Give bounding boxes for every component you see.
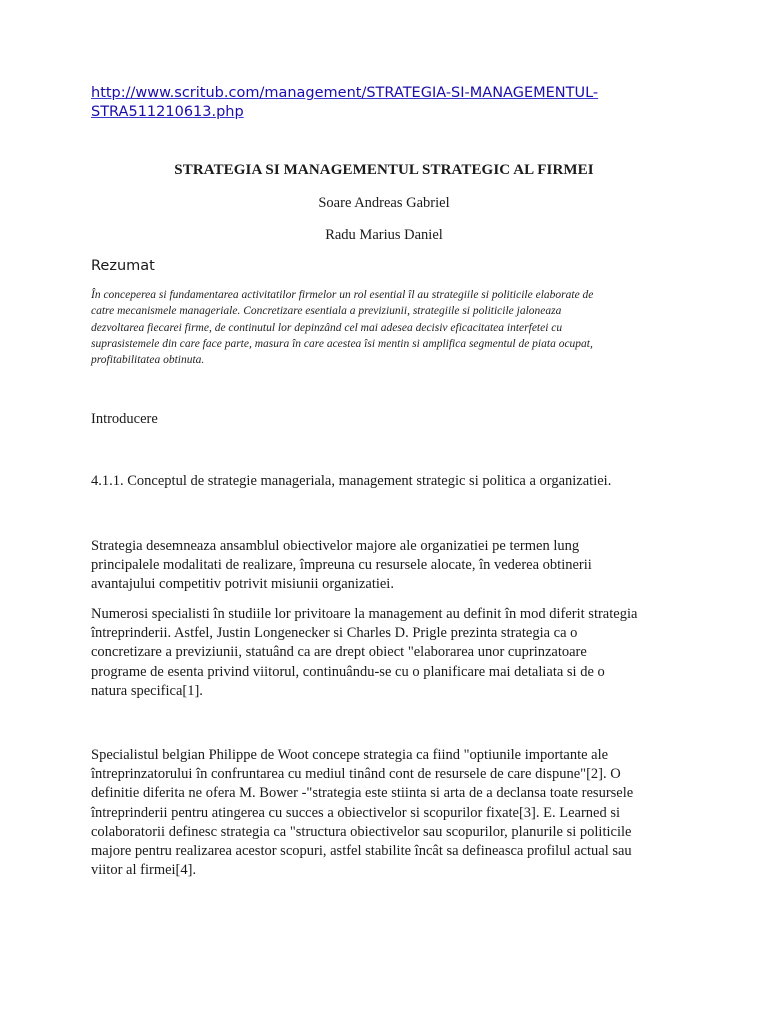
- paragraph-line: natura specifica[1].: [91, 682, 203, 699]
- abstract-line: În conceperea si fundamentarea activitatilor firmelor un rol esential îl au strategiile si politicile elaborate de: [91, 289, 594, 301]
- source-link-line-2[interactable]: STRA511210613.php: [91, 104, 244, 120]
- source-link-line-1[interactable]: http://www.scritub.com/management/STRATEGIA-SI-MANAGEMENTUL-: [91, 85, 599, 101]
- abstract-line: profitabilitatea obtinuta.: [91, 354, 205, 367]
- paragraph-line: colaboratorii definesc strategia ca "structura obiectivelor sau scopurilor, planurile si politicile: [91, 823, 632, 840]
- document-title: STRATEGIA SI MANAGEMENTUL STRATEGIC AL FIRMEI: [174, 162, 594, 178]
- paragraph-line: viitor al firmei[4].: [91, 862, 197, 879]
- abstract-line: catre mecanismele manageriale. Concretizare esentiala a previziunii, strategiile si politicile jaloneaza: [91, 305, 562, 318]
- abstract-line: suprasistemele din care face parte, masura în care acestea îsi mentin si amplifica segmentul de piata ocupat,: [91, 337, 593, 350]
- paragraph-line: majore pentru realizarea acestor scopuri, astfel stabilite încât sa defineasca profilul actual sau: [91, 843, 632, 860]
- author-2: Radu Marius Daniel: [325, 227, 443, 243]
- paragraph-line: avantajului competitiv potrivit misiunii organizatiei.: [91, 576, 394, 593]
- abstract-line: dezvoltarea fiecarei firme, de continutul lor depinzând cel mai adesea decisiv eficacitatea interfetei cu: [91, 321, 563, 334]
- paragraph-2: [91, 605, 691, 701]
- paragraph-3: [91, 746, 691, 880]
- paragraph-line: Strategia desemneaza ansamblul obiectivelor majore ale organizatiei pe termen lung: [91, 538, 580, 554]
- section-heading: 4.1.1. Conceptul de strategie manageriala, management strategic si politica a organizatiei.: [91, 473, 612, 489]
- paragraph-1: [91, 537, 691, 595]
- introduction-heading: Introducere: [91, 411, 158, 427]
- paragraph-line: programe de esenta privind viitorul, continuându-se cu o planificare mai detaliata si de o: [91, 663, 605, 680]
- author-1: Soare Andreas Gabriel: [318, 195, 450, 211]
- abstract-heading: Rezumat: [91, 258, 155, 274]
- paragraph-line: concretizare a previziunii, statuând ca are drept obiect "elaborarea unor cuprinzatoare: [91, 644, 587, 661]
- source-link[interactable]: [91, 84, 651, 122]
- paragraph-line: întreprinzatorului în confruntarea cu mediul tinând cont de resursele de care dispune"[2]. O: [91, 766, 621, 783]
- paragraph-line: principalele modalitati de realizare, împreuna cu resursele alocate, în vederea obtinerii: [91, 557, 592, 574]
- paragraph-line: întreprinderii pentru atingerea cu succes a obiectivelor si scopurilor fixate[3]. E. Learned si: [91, 804, 621, 821]
- paragraph-line: Numerosi specialisti în studiile lor privitoare la management au definit în mod diferit strategia: [91, 606, 638, 622]
- paragraph-line: Specialistul belgian Philippe de Woot concepe strategia ca fiind "optiunile importante ale: [91, 747, 609, 763]
- abstract-text: [91, 287, 671, 368]
- paragraph-line: definitie diferita ne ofera M. Bower -"strategia este stiinta si arta de a declansa toate resursele: [91, 785, 634, 802]
- paragraph-line: întreprinderii. Astfel, Justin Longenecker si Charles D. Prigle prezinta strategia ca o: [91, 625, 578, 642]
